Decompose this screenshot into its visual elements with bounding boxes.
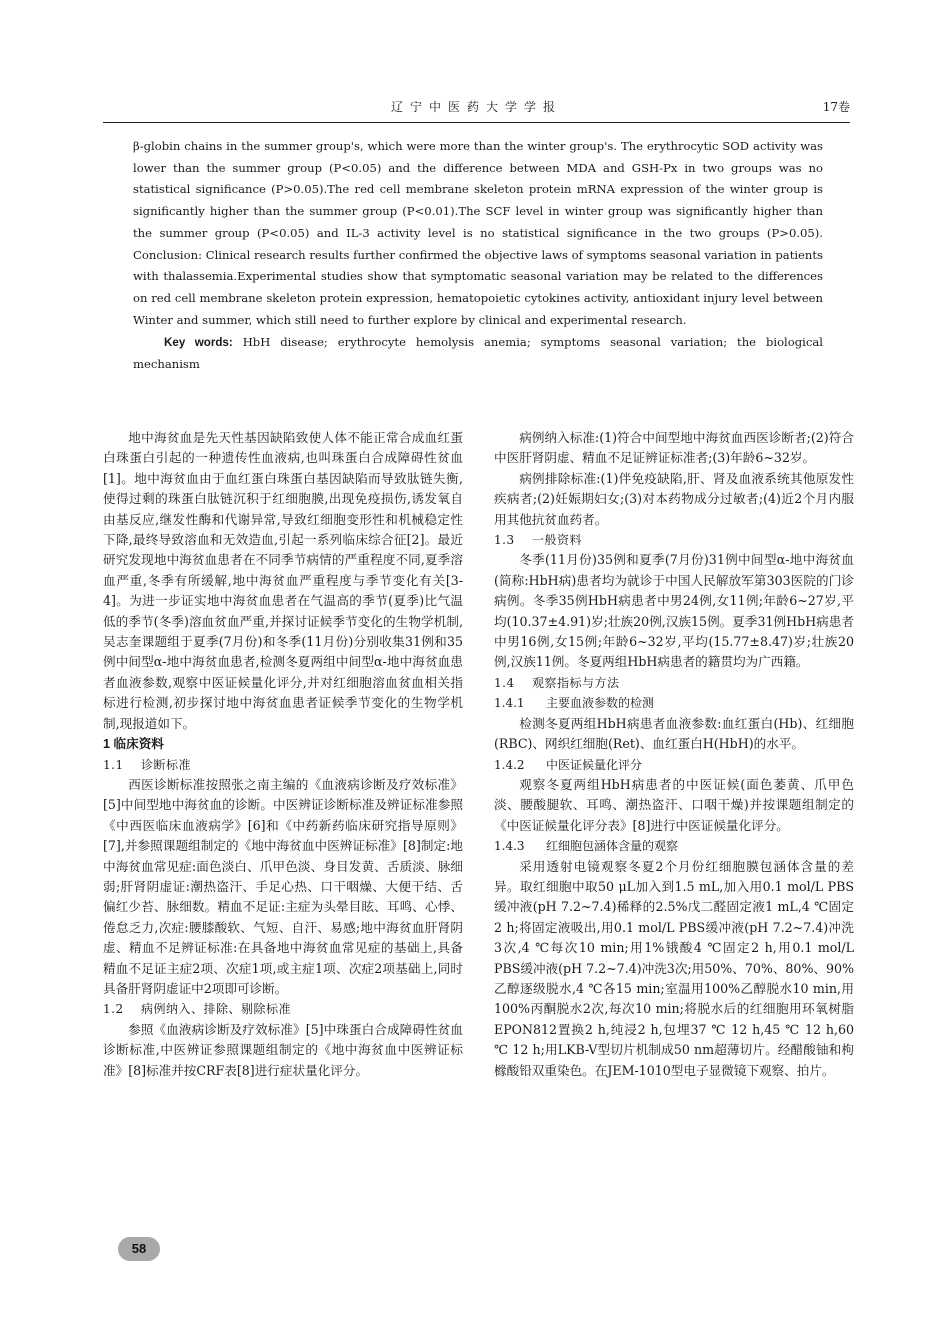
criteria-paragraph: 参照《血液病诊断及疗效标准》[5]中珠蛋白合成障碍性贫血诊断标准,中医辨证参照课题组制定的《地中海贫血中医辨证标准》[8]标准并按CRF表[8]进行症状量化评分。	[103, 1021, 463, 1078]
heading-text: 红细胞包涵体含量的观察	[546, 839, 679, 854]
journal-name: 辽宁中医药大学学报	[390, 100, 562, 114]
subsection-heading-1-4-1	[494, 693, 854, 713]
general-data-paragraph: 冬季(11月份)35例和夏季(7月份)31例中间型α-地中海贫血(简称:HbH病)患者均为就诊于中国人民解放军第303医院的门诊病例。冬季35例HbH病患者中男24例,女11例;年龄6~27岁,平均(10.37±4.91)岁;壮族20例,汉族15例。夏季31例HbH病患者中男16例,女15例;年龄6~32岁,平均(15.77±8.47)岁;壮族20例,汉族11例。冬夏两组HbH病患者的籍贯均为广西籍。	[494, 552, 854, 670]
intro-paragraph: 地中海贫血是先天性基因缺陷致使人体不能正常合成血红蛋白珠蛋白引起的一种遗传性血液病,也叫珠蛋白合成障碍性贫血[1]。地中海贫血由于血红蛋白珠蛋白基因缺陷而导致肽链失衡,使得过剩的珠蛋白肽链沉积于红细胞膜,出现免疫损伤,诱发氧自由基反应,继发性酶和代谢异常,导致红细胞变形性和机械稳定性下降,最终导致溶血和无效造血,引起一系列临床综合征[2]。最近研究发现地中海贫血患者在不同季节病情的严重程度不同,夏季溶血严重,冬季有所缓解,地中海贫血严重程度与季节变化有关[3-4]。为进一步证实地中海贫血患者在气温高的季节(夏季)比气温低的季节(冬季)溶血贫血严重,并探讨证候季节变化的生物学机制,吴志奎课题组于夏季(7月份)和冬季(11月份)分别收集31例和35例中间型α-地中海贫血患者,检测冬夏两组中间型α-地中海贫血患者血液参数,观察中医证候量化评分,并对红细胞溶血贫血相关指标进行检测,初步探讨地中海贫血患者证候季节变化的生物学机制,现报道如下。	[103, 430, 463, 731]
subsection-heading-1-3	[494, 530, 854, 550]
english-abstract	[133, 136, 823, 376]
right-column	[494, 428, 854, 1081]
page-number: 58	[118, 1237, 160, 1261]
blood-params-paragraph: 检测冬夏两组HbH病患者血液参数:血红蛋白(Hb)、红细胞(RBC)、网织红细胞(Ret)、血红蛋白H(HbH)的水平。	[494, 715, 854, 752]
inclusion-body-paragraph: 采用透射电镜观察冬夏2个月份红细胞膜包涵体含量的差异。取红细胞中取50 μL加入到1.5 mL,加入用0.1 mol/L PBS缓冲液(pH 7.2~7.4)稀释的2.5%戊二醛固定液1 mL,4 ℃固定2 h;将固定液吸出,用0.1 mol/L PBS缓冲液(pH 7.2~7.4)冲洗3次,4 ℃每次10 min;用1%锇酸4 ℃固定2 h,用0.1 mol/L PBS缓冲液(pH 7.2~7.4)冲洗3次;用50%、70%、80%、90%乙醇逐级脱水,4 ℃各15 min;室温用100%乙醇脱水10 min,用100%丙酮脱水2次,每次10 min;将脱水后的红细胞用环氧树脂EPON812置换2 h,纯浸2 h,包埋37 ℃ 12 h,45 ℃ 12 h,60 ℃ 12 h;用LKB-V型切片机制成50 nm超薄切片。经醋酸铀和枸橼酸铅双重染色。在JEM-1010型电子显微镜下观察、拍片。	[494, 858, 854, 1078]
heading-text: 一般资料	[532, 533, 583, 548]
subsection-heading-1-1	[103, 755, 463, 775]
subsection-heading-1-4	[494, 673, 854, 693]
exclusion-paragraph: 病例排除标准:(1)伴免疫缺陷,肝、肾及血液系统其他原发性疾病者;(2)妊娠期妇女;(3)对本药物成分过敏者;(4)近2个月内服用其他抗贫血药者。	[494, 470, 854, 527]
subsection-heading-1-4-2	[494, 755, 854, 775]
running-header	[103, 95, 850, 115]
heading-number: 1.2	[103, 1002, 124, 1017]
heading-text: 诊断标准	[141, 757, 192, 772]
heading-number: 1.4.2	[494, 757, 525, 772]
heading-number: 1.4.1	[494, 696, 525, 711]
keywords-label: Key words:	[164, 336, 233, 350]
section-heading-1: 1 临床资料	[103, 737, 164, 752]
left-column	[103, 428, 463, 1081]
volume-label: 17卷	[822, 100, 850, 114]
heading-number: 1.3	[494, 533, 515, 548]
subsection-heading-1-2	[103, 999, 463, 1019]
heading-text: 主要血液参数的检测	[546, 696, 655, 711]
heading-text: 中医证候量化评分	[546, 757, 643, 772]
abstract-text: β-globin chains in the summer group's, which were more than the winter group's. The erythrocytic SOD activity was lower than the summer group (P<0.05) and the difference between MDA and GSH-Px in two groups was no statistical significance (P>0.05).The red cell membrane skeleton protein mRNA expression of the winter group is significantly higher than the summer group (P<0.01).The SCF level in winter group was significantly higher than the summer group (P<0.05) and IL-3 activity level is no statistical significance in the two groups (P>0.05). Conclusion: Clinical research results further confirmed the objective laws of symptoms seasonal variation in patients with thalassemia.Experimental studies show that symptomatic seasonal variation may be related to the differences on red cell membrane skeleton protein expression, hematopoietic cytokines activity, antioxidant injury level between Winter and summer, which still need to further explore by clinical and experimental research.	[133, 139, 823, 327]
heading-number: 1.1	[103, 757, 124, 772]
tcm-score-paragraph: 观察冬夏两组HbH病患者的中医证候(面色萎黄、爪甲色淡、腰酸腿软、耳鸣、潮热盗汗、口咽干燥)并按课题组制定的《中医证候量化评分表》[8]进行中医证候量化评分。	[494, 776, 854, 833]
diagnosis-paragraph: 西医诊断标准按照张之南主编的《血液病诊断及疗效标准》[5]中间型地中海贫血的诊断。中医辨证诊断标准及辨证标准参照《中西医临床血液病学》[6]和《中药新药临床研究指导原则》[7],并参照课题组制定的《地中海贫血中医辨证标准》[8]制定:地中海贫血常见症:面色淡白、爪甲色淡、身目发黄、舌质淡、脉细弱;肝肾阴虚证:潮热盗汗、手足心热、口干咽燥、大便干结、舌偏红少苔、脉细数。精血不足证:主症为头晕目眩、耳鸣、心悸、倦怠乏力,次症:腰膝酸软、气短、自汗、易感;地中海贫血肝肾阴虚、精血不足辨证标准:在具备地中海贫血常见症的基础上,具备精血不足证主症2项、次症1项,或主症1项、次症2项基础上,同时具备肝肾阴虚证中2项即可诊断。	[103, 776, 463, 996]
heading-number: 1.4	[494, 675, 515, 690]
heading-number: 1.4.3	[494, 839, 525, 854]
header-divider	[103, 122, 850, 123]
keywords-line	[133, 332, 823, 375]
inclusion-paragraph: 病例纳入标准:(1)符合中间型地中海贫血西医诊断者;(2)符合中医肝肾阴虚、精血不足证辨证标准者;(3)年龄6~32岁。	[494, 430, 854, 466]
keywords-text: HbH disease; erythrocyte hemolysis anemia; symptoms seasonal variation; the biological mechanism	[133, 335, 823, 372]
heading-text: 病例纳入、排除、剔除标准	[141, 1002, 292, 1017]
subsection-heading-1-4-3	[494, 836, 854, 856]
heading-text: 观察指标与方法	[532, 675, 620, 690]
